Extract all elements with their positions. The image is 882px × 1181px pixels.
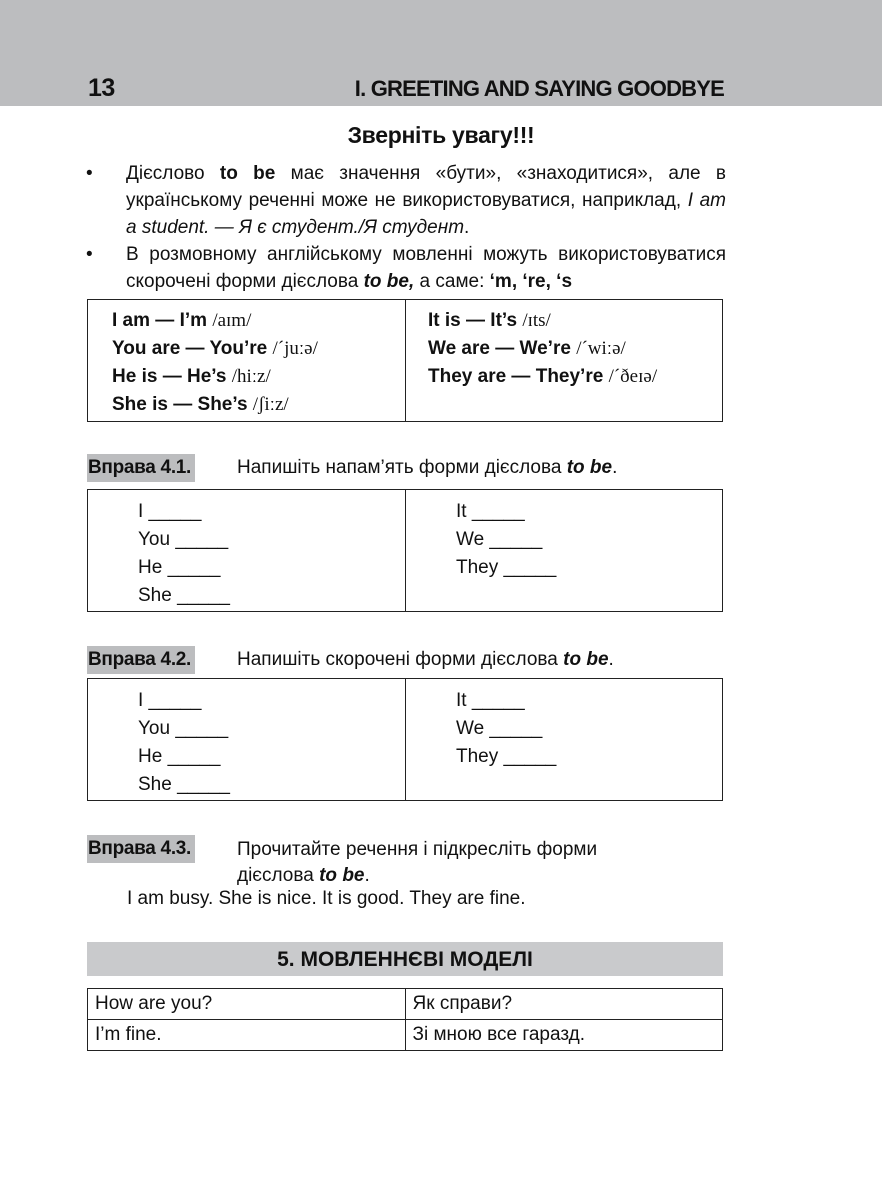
english-phrase: I’m fine. (88, 1020, 406, 1051)
contraction-row: We are — We’re /ˊwiːə/ (428, 338, 626, 359)
blank-item[interactable]: We _____ (456, 529, 543, 550)
english-phrase: How are you? (88, 989, 406, 1020)
contraction-row: She is — She’s /ʃiːz/ (112, 394, 289, 415)
blank-item[interactable]: I _____ (138, 501, 202, 522)
bullet-icon: • (86, 244, 93, 265)
blank-item[interactable]: We _____ (456, 718, 543, 739)
table-row (88, 1020, 723, 1051)
blank-item[interactable]: He _____ (138, 746, 221, 767)
exercise-instruction: Напишіть скорочені форми дієслова to be. (237, 649, 614, 670)
exercise-instruction: Напишіть напам’ять форми дієслова to be. (237, 457, 618, 478)
blank-item[interactable]: You _____ (138, 718, 229, 739)
exercise-4-3-heading (87, 835, 598, 886)
contraction-row: He is — He’s /hiːz/ (112, 366, 271, 387)
contraction-row: It is — It’s /ɪts/ (428, 310, 551, 331)
section-5-title: 5. МОВЛЕННЄВІ МОДЕЛІ (87, 942, 723, 976)
exercise-label: Вправа 4.3. (87, 835, 195, 863)
blank-item[interactable]: He _____ (138, 557, 221, 578)
exercise-4-1-table (87, 489, 723, 612)
exercise-label: Вправа 4.1. (87, 454, 195, 482)
blank-item[interactable]: You _____ (138, 529, 229, 550)
contraction-row: I am — I’m /aɪm/ (112, 310, 252, 331)
attention-title: Зверніть увагу!!! (347, 122, 535, 148)
exercise-instruction: Прочитайте речення і підкресліть форми дієслова to be. (237, 839, 598, 886)
exercise-4-2-heading (87, 646, 614, 674)
blank-item[interactable]: It _____ (456, 501, 525, 522)
blank-item[interactable]: She _____ (138, 774, 230, 795)
bullet-icon: • (86, 163, 93, 184)
bullet-item: • Дієслово to be має значення «бути», «знаходитися», але в українському реченні може не використовуватися, наприклад, I am a student. — Я є студент./Я студент. (86, 160, 726, 241)
exercise-4-2-table (87, 678, 723, 801)
attention-bullets (86, 160, 726, 295)
chapter-title: I. GREETING AND SAYING GOODBYE (354, 76, 724, 101)
blank-item[interactable]: It _____ (456, 690, 525, 711)
table-row (88, 989, 723, 1020)
contractions-table (87, 299, 723, 422)
exercise-4-3-sentence: I am busy. She is nice. It is good. They are fine. (127, 888, 526, 909)
exercise-4-1-heading (87, 454, 618, 482)
contraction-row: You are — You’re /ˊjuːə/ (112, 338, 318, 359)
bullet-item: • В розмовному англійському мовленні можуть використовуватися скорочені форми дієслова to be, а саме: ‘m, ‘re, ‘s (86, 241, 726, 295)
blank-item[interactable]: I _____ (138, 690, 202, 711)
blank-item[interactable]: They _____ (456, 557, 557, 578)
blank-item[interactable]: They _____ (456, 746, 557, 767)
contractions-right-column (405, 300, 722, 421)
contraction-row: They are — They’re /ˊðeɪə/ (428, 366, 658, 387)
speech-models-table (87, 988, 723, 1051)
page-number: 13 (88, 74, 115, 102)
blank-item[interactable]: She _____ (138, 585, 230, 606)
exercise-label: Вправа 4.2. (87, 646, 195, 674)
ukrainian-phrase: Зі мною все гаразд. (405, 1020, 723, 1051)
contractions-left-column (88, 300, 405, 421)
page-header-band (0, 0, 882, 106)
ukrainian-phrase: Як справи? (405, 989, 723, 1020)
